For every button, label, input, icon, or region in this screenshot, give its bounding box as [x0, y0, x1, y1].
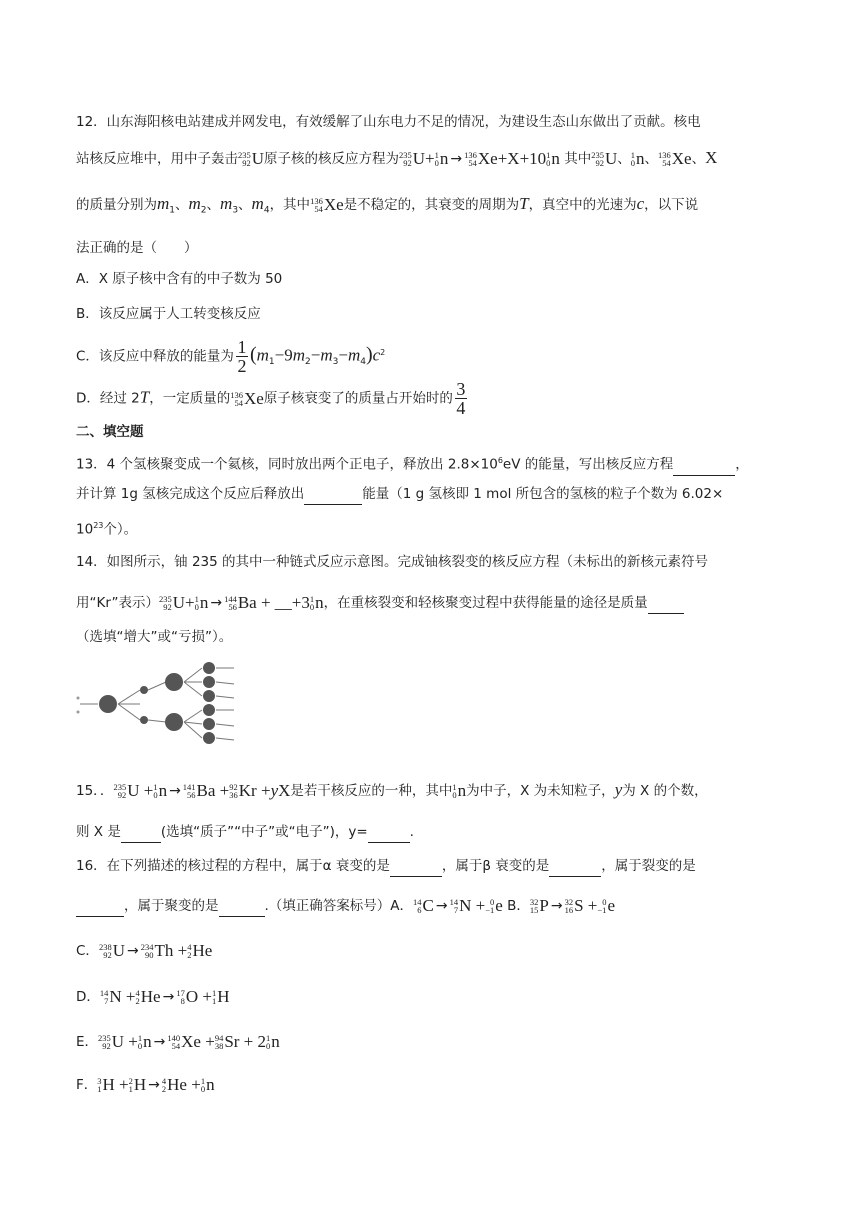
q12-option-d: D．经过 2T，一定质量的 136 54 Xe原子核衰变了的质量占开始时的 $\frac{3}{4}$ [76, 379, 466, 418]
q14-line3: （选填“增大”或“亏损”）。 [76, 629, 233, 645]
q12-option-b: B．该反应属于人工转变核反应 [76, 306, 261, 322]
q14-line1: 14．如图所示，铀 235 的其中一种链式反应示意图。完成铀核裂变的核反应方程（未标出的新核元素符号 [76, 554, 709, 570]
q13-line2: 并计算 1g 氢核完成这个反应后释放出 能量（1 g 氢核即 1 mol 所包含的氢核的粒子个数为 6.02× [76, 484, 790, 505]
section-title: 二、填空题 [76, 424, 144, 440]
q15-line1: 15．． 235 92 U + 1 0 n → 141 56 Ba + 92 36 Kr + y X是若干核反应的一种，其中 1 0 n为中子，X 为未知粒子，y为 X 的个数， [76, 780, 708, 800]
q12-line4: 法正确的是（ ） [76, 240, 198, 256]
q16-option-d: D． 14 7 N + 4 2 He → 17 8 O + 1 1 H [76, 987, 230, 1006]
q13-line1: 13．4 个氢核聚变成一个氦核，同时放出两个正电子，释放出 $2.8\times 10^6eV$ 的能量，写出核反应方程 ， [76, 451, 790, 476]
q12-option-c: C．该反应中释放的能量为 $\frac{1}{2}$ $(m_1-9m_2-m_3-m_4)c^2$ [76, 337, 386, 376]
q16-option-c: C． 238 92 U → 234 90 Th + 4 2 He [76, 941, 213, 960]
q12-line2: 站核反应堆中，用中子轰击 235 92 U原子核的核反应方程为 235 92 U+ 1 0 n → 136 54 Xe+X+10 1 0 n 其中 235 92 U、 1 0 n、 136 54 Xe、X [76, 148, 718, 168]
q13-line3: $10^{23}$个）。 [76, 521, 138, 538]
q16-line2: ，属于聚变的是 .（填正确答案标号）A． 14 6 C → 14 7 N + 0 −1 e B． 32 15 P → 32 16 S + 0 −1 e [76, 896, 790, 917]
q16-option-e: E． 235 92 U + 1 0 n → 140 54 Xe + 94 38 Sr + 2 1 0 n [76, 1032, 280, 1051]
q12-option-a: A．X 原子核中含有的中子数为 50 [76, 271, 283, 287]
q15-line2: 则 X 是 (选填“质子”“中子”或“电子”)，y= . [76, 822, 790, 843]
q12-line1: 12．山东海阳核电站建成并网发电，有效缓解了山东电力不足的情况，为建设生态山东做出了贡献。核电 [76, 114, 701, 130]
q14-line2: 用“Kr”表示） 235 92 U+ 1 0 n → 144 56 Ba + __+3 1 0 n，在重核裂变和轻核聚变过程中获得能量的途径是质量 [76, 593, 790, 614]
chain-reaction-diagram [74, 660, 254, 760]
q16-line1: 16．在下列描述的核过程的方程中，属于α 衰变的是 ，属于β 衰变的是 ，属于裂变的是 [76, 856, 790, 877]
q16-option-f: F． 3 1 H + 2 1 H → 4 2 He + 1 0 n [76, 1075, 215, 1094]
q12-line3: 的质量分别为$m_1$、$m_2$、$m_3$、$m_4$，其中 136 54 Xe是不稳定的，其衰变的周期为T，真空中的光速为c，以下说 [76, 194, 699, 216]
